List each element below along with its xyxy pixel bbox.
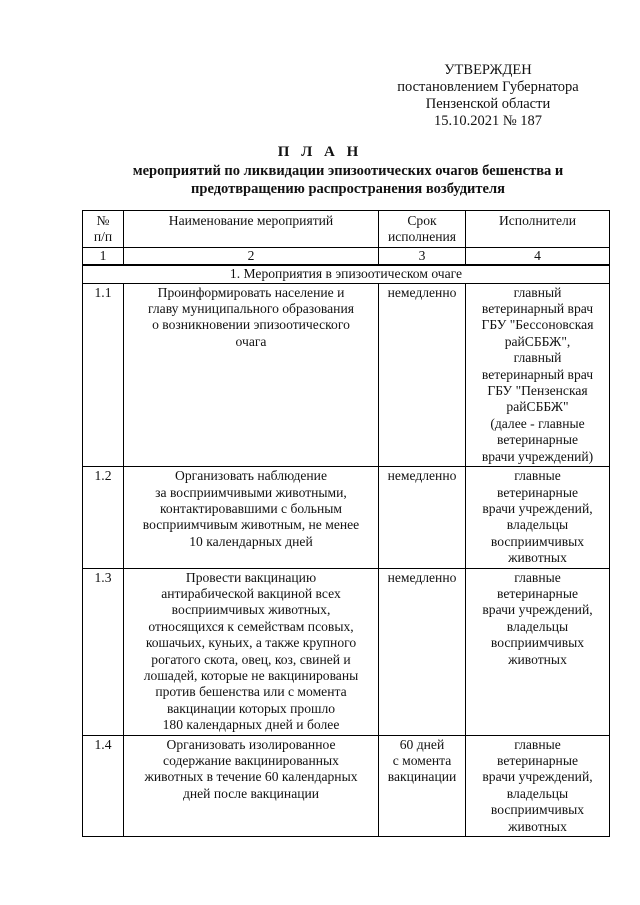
column-number: 1 <box>83 247 124 265</box>
row-executors-line: (далее - главные <box>490 415 585 431</box>
table-row <box>83 735 610 836</box>
row-executors-line: восприимчивых <box>490 635 585 651</box>
row-measure-line: против бешенства или с момента <box>155 684 347 700</box>
header-term-line: Срок <box>407 213 437 228</box>
row-term <box>379 568 466 735</box>
table-row <box>83 283 610 466</box>
header-num <box>83 211 124 248</box>
header-name <box>124 211 379 248</box>
row-executors <box>466 568 610 735</box>
row-executors-line: владельцы <box>506 785 569 801</box>
row-measure <box>124 283 379 466</box>
row-executors-line: главные <box>514 569 561 585</box>
row-executors-line: владельцы <box>506 618 569 634</box>
row-measure-line: восприимчивых животных, <box>171 602 331 618</box>
row-measure-line: восприимчивым животным, не менее <box>142 517 360 533</box>
plan-table <box>82 210 610 837</box>
row-term-line: немедленно <box>387 569 457 585</box>
row-executors-line: животных <box>508 818 567 834</box>
section-row <box>83 265 610 283</box>
row-term-line: с момента <box>392 753 452 768</box>
row-measure-line: Провести вакцинацию <box>185 569 317 585</box>
row-term-line: вакцинации <box>387 769 457 785</box>
row-measure-line: лошадей, которые не вакцинированы <box>143 667 359 683</box>
row-measure-line: за восприимчивыми животными, <box>155 484 347 500</box>
row-executors-line: владельцы <box>506 517 569 533</box>
row-measure-line: о возникновении эпизоотического <box>152 317 350 333</box>
plan-title: П Л А Н <box>277 144 363 160</box>
header-term <box>379 211 466 248</box>
row-num: 1.3 <box>83 568 124 735</box>
subtitle-line: предотвращению распространения возбудителя <box>191 181 505 197</box>
row-num: 1.2 <box>83 467 124 568</box>
section-title: 1. Мероприятия в эпизоотическом очаге <box>83 265 610 283</box>
row-term-line: немедленно <box>387 468 457 484</box>
row-measure-line: дней после вакцинации <box>182 785 320 801</box>
column-number: 2 <box>124 247 379 265</box>
row-measure-line: Организовать наблюдение <box>175 468 327 484</box>
row-executors-line: ветеринарный врач <box>481 366 594 382</box>
row-measure-line: 10 календарных дней <box>189 533 313 549</box>
row-executors <box>466 283 610 466</box>
subtitle-line: мероприятий по ликвидации эпизоотических очагов бешенства и <box>132 163 564 179</box>
row-executors-line: врачи учреждений, <box>482 500 593 516</box>
row-executors-line: ГБУ "Бессоновская <box>481 317 594 333</box>
row-num: 1.1 <box>83 283 124 466</box>
row-executors-line: врачи учреждений, <box>482 769 593 785</box>
row-measure-line: животных в течение 60 календарных <box>144 769 358 785</box>
approval-stamp <box>388 62 588 130</box>
header-name-line: Наименование мероприятий <box>168 213 334 228</box>
row-executors-line: главные <box>514 468 561 484</box>
row-executors-line: райСББЖ", <box>504 333 571 349</box>
row-executors-line: ветеринарные <box>497 484 578 500</box>
column-number: 3 <box>379 247 466 265</box>
row-executors-line: ветеринарные <box>497 753 578 768</box>
row-executors-line: ветеринарные <box>497 432 578 448</box>
header-executors-line: Исполнители <box>498 213 577 228</box>
row-executors-line: животных <box>508 550 567 566</box>
plan-subtitle <box>100 162 596 198</box>
row-executors-line: главный <box>513 284 562 300</box>
table-row <box>83 467 610 568</box>
row-executors-line: главные <box>514 736 561 752</box>
row-executors-line: восприимчивых <box>490 533 585 549</box>
row-measure-line: вакцинации которых прошло <box>166 700 336 716</box>
row-term <box>379 467 466 568</box>
row-term-line: немедленно <box>387 284 457 300</box>
row-executors-line: райСББЖ" <box>506 399 569 415</box>
approval-line: 15.10.2021 № 187 <box>433 113 543 129</box>
column-number-row <box>83 247 610 265</box>
row-executors-line: врачи учреждений, <box>482 602 593 618</box>
header-row <box>83 211 610 248</box>
row-measure-line: относящихся к семействам псовых, <box>148 618 354 634</box>
row-executors-line: главный <box>513 350 562 366</box>
row-term <box>379 283 466 466</box>
row-measure-line: контактировавшими с больным <box>159 500 343 516</box>
row-term-line: 60 дней <box>399 736 445 752</box>
row-measure-line: Организовать изолированное <box>166 736 336 752</box>
header-term-line: исполнения <box>387 229 457 245</box>
row-measure-line: главу муниципального образования <box>148 301 354 317</box>
row-executors-line: врачи учреждений) <box>481 448 594 464</box>
header-executors <box>466 211 610 248</box>
row-measure-line: очага <box>235 333 267 349</box>
approval-line: постановлением Губернатора <box>397 79 579 95</box>
row-measure-line: антирабической вакциной всех <box>161 585 341 601</box>
row-executors-line: ГБУ "Пензенская <box>487 383 588 399</box>
row-executors-line: ветеринарные <box>497 585 578 601</box>
table-row <box>83 568 610 735</box>
header-num-line: № <box>96 213 110 228</box>
row-measure <box>124 735 379 836</box>
row-executors <box>466 735 610 836</box>
row-measure-line: содержание вакцинированных <box>163 753 339 768</box>
row-measure-line: кошачьих, куньих, а также крупного <box>145 635 357 651</box>
approval-line: Пензенской области <box>425 96 551 112</box>
row-executors-line: восприимчивых <box>490 802 585 818</box>
row-executors-line: ветеринарный врач <box>481 301 594 317</box>
row-executors <box>466 467 610 568</box>
row-measure-line: 180 календарных дней и более <box>162 717 340 733</box>
row-num: 1.4 <box>83 735 124 836</box>
row-measure-line: Проинформировать население и <box>157 284 345 300</box>
row-executors-line: животных <box>508 651 567 667</box>
row-measure <box>124 568 379 735</box>
header-num-line: п/п <box>93 229 113 245</box>
row-term <box>379 735 466 836</box>
row-measure <box>124 467 379 568</box>
column-number: 4 <box>466 247 610 265</box>
approval-line: УТВЕРЖДЕН <box>444 62 532 78</box>
row-measure-line: рогатого скота, овец, коз, свиней и <box>151 651 351 667</box>
